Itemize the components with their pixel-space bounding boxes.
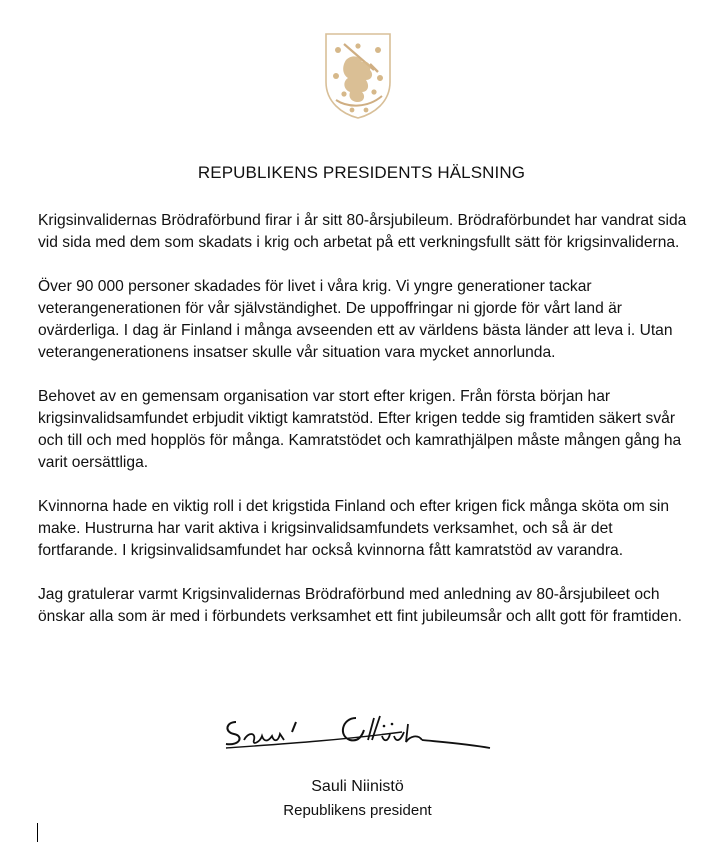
text-cursor[interactable]	[37, 823, 38, 842]
signer-name: Sauli Niinistö	[311, 778, 404, 795]
signer-title: Republikens president	[283, 802, 432, 819]
paragraph-2: Över 90 000 personer skadades för livet i våra krig. Vi yngre generationer tackar veterangenerationen för vår självständighet. De uppoffringar ni gjorde för vårt land är ovärderliga. I dag är Finland i många avseenden ett av världens bästa länder att leva i. Utan veterangenerationens insatser skulle vår situation vara mycket annorlunda.	[38, 278, 673, 361]
paragraph-1: Krigsinvalidernas Brödraförbund firar i år sitt 80-årsjubileum. Brödraförbundet har vandrat sida vid sida med dem som skadats i krig och arbetat på ett verkningsfullt sätt för krigsinvaliderna.	[38, 212, 687, 251]
coat-of-arms-lion-icon	[322, 30, 394, 120]
letter-heading: REPUBLIKENS PRESIDENTS HÄLSNING	[197, 163, 526, 182]
paragraph-4: Kvinnorna hade en viktig roll i det krigstida Finland och efter krigen fick många sköta om sin make. Hustrurna har varit aktiva i krigsinvalidsamfundets verksamhet, och så är det fortfarande. I krigsinvalidsamfundet har också kvinnorna fått kamratstöd av varandra.	[38, 498, 669, 559]
handwritten-signature	[222, 710, 494, 754]
paragraph-3: Behovet av en gemensam organisation var stort efter krigen. Från första början har krigsinvalidsamfundet erbjudit viktigt kamratstöd. Efter krigen tedde sig framtiden säkert svår och till och med hopplös för många. Kamratstödet och kamrathjälpen måste mången gång ha varit oersättliga.	[38, 388, 682, 471]
letter-body	[38, 210, 688, 650]
paragraph-5: Jag gratulerar varmt Krigsinvalidernas Brödraförbund med anledning av 80-årsjubileet och önskar alla som är med i förbundets verksamhet ett fint jubileumsår och allt gott för framtiden.	[38, 586, 682, 625]
